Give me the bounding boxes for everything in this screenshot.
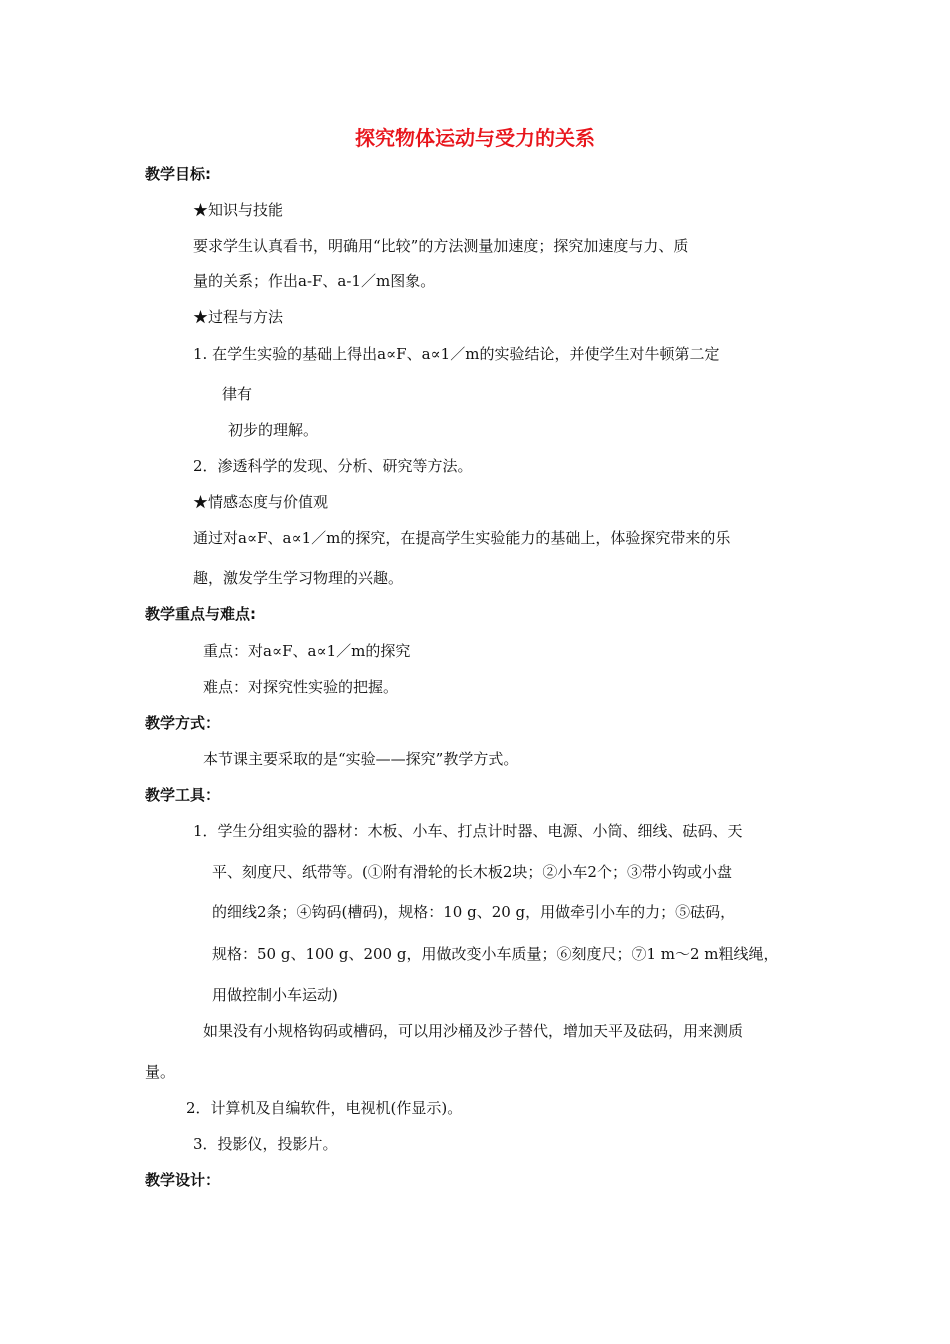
knowledge-text-line-1: 要求学生认真看书，明确用“比较”的方法测量加速度；探究加速度与力、质 xyxy=(193,237,689,255)
focus-text: 重点：对a∝F、a∝1／m的探究 xyxy=(203,642,411,660)
tools-note-line-1: 如果没有小规格钩码或槽码，可以用沙桶及沙子替代，增加天平及砝码，用来测质 xyxy=(203,1022,744,1040)
method-heading: 教学方式： xyxy=(145,714,221,732)
process-item-1-line-2: 律有 xyxy=(222,385,253,403)
method-text: 本节课主要采取的是“实验——探究”教学方式。 xyxy=(203,750,519,768)
knowledge-skills-label: ★知识与技能 xyxy=(193,201,284,219)
tools-heading: 教学工具： xyxy=(145,786,221,804)
tools-item-2: 2．计算机及自编软件，电视机(作显示)。 xyxy=(186,1099,463,1117)
key-points-heading: 教学重点与难点: xyxy=(145,605,256,623)
design-heading: 教学设计： xyxy=(145,1171,221,1189)
difficulty-text: 难点：对探究性实验的把握。 xyxy=(203,678,399,696)
tools-item-1-line-2: 平、刻度尺、纸带等。(①附有滑轮的长木板2块；②小车2个；③带小钩或小盘 xyxy=(212,863,732,881)
process-item-1-line-1: 1. 在学生实验的基础上得出a∝F、a∝1／m的实验结论，并使学生对牛顿第二定 xyxy=(193,345,720,363)
tools-item-1-line-3: 的细线2条；④钩码(槽码)，规格：10 g、20 g，用做牵引小车的力；⑤砝码， xyxy=(212,903,736,921)
goals-heading: 教学目标: xyxy=(145,165,211,183)
attitude-text-line-2: 趣，激发学生学习物理的兴趣。 xyxy=(193,569,404,587)
knowledge-text-line-2: 量的关系；作出a-F、a-1／m图象。 xyxy=(193,272,436,290)
process-method-label: ★过程与方法 xyxy=(193,308,284,326)
process-item-1-line-3: 初步的理解。 xyxy=(228,421,319,439)
tools-item-3: 3．投影仪，投影片。 xyxy=(193,1135,338,1153)
tools-item-1-line-4: 规格：50 g、100 g、200 g，用做改变小车质量；⑥刻度尺；⑦1 m～2 m粗线绳， xyxy=(212,945,779,963)
attitude-text-line-1: 通过对a∝F、a∝1／m的探究，在提高学生实验能力的基础上，体验探究带来的乐 xyxy=(193,529,731,547)
document-title: 探究物体运动与受力的关系 xyxy=(355,126,595,150)
tools-item-1-line-1: 1．学生分组实验的器材：木板、小车、打点计时器、电源、小筒、细线、砝码、天 xyxy=(193,822,743,840)
tools-note-line-2: 量。 xyxy=(145,1063,176,1081)
process-item-2: 2．渗透科学的发现、分析、研究等方法。 xyxy=(193,457,473,475)
tools-item-1-line-5: 用做控制小车运动) xyxy=(212,986,338,1004)
attitude-values-label: ★情感态度与价值观 xyxy=(193,493,329,511)
